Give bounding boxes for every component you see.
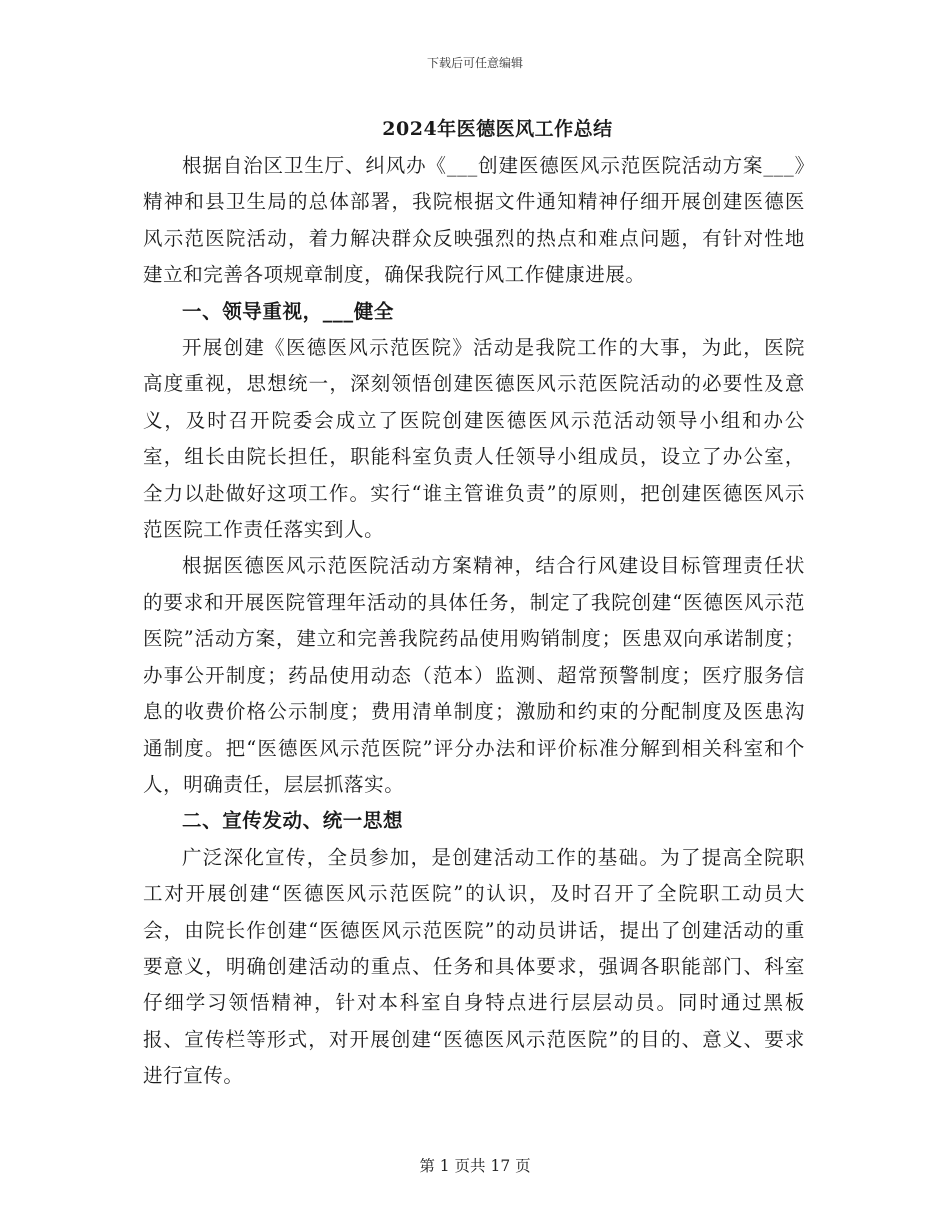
document-body	[143, 148, 805, 1095]
paragraph-publicity: 广泛深化宣传，全员参加，是创建活动工作的基础。为了提高全院职工对开展创建“医德医风示范医院”的认识，及时召开了全院职工动员大会，由院长作创建“医德医风示范医院”的动员讲话，提出了创建活动的重要意义，明确创建活动的重点、任务和具体要求，强调各职能部门、科室仔细学习领悟精神，针对本科室自身特点进行层层动员。同时通过黑板报、宣传栏等形式，对开展创建“医德医风示范医院”的目的、意义、要求进行宣传。	[143, 845, 805, 1088]
section-heading-1: 一、领导重视，___健全	[182, 299, 394, 323]
document-title: 2024年医德医风工作总结	[382, 118, 613, 140]
page-number: 第 1 页共 17 页	[419, 1157, 531, 1175]
header-note: 下载后可任意编辑	[426, 56, 523, 70]
paragraph-leadership: 开展创建《医德医风示范医院》活动是我院工作的大事，为此，医院高度重视，思想统一，深刻领悟创建医德医风示范医院活动的必要性及意义，及时召开院委会成立了医院创建医德医风示范活动领导小组和办公室，组长由院长担任，职能科室负责人任领导小组成员，设立了办公室，全力以赴做好这项工作。实行“谁主管谁负责”的原则，把创建医德医风示范医院工作责任落实到人。	[143, 336, 805, 542]
section-heading-2: 二、宣传发动、统一思想	[182, 809, 404, 833]
paragraph-rules: 根据医德医风示范医院活动方案精神，结合行风建设目标管理责任状的要求和开展医院管理年活动的具体任务，制定了我院创建“医德医风示范医院”活动方案，建立和完善我院药品使用购销制度；医患双向承诺制度；办事公开制度；药品使用动态（范本）监测、超常预警制度；医疗服务信息的收费价格公示制度；费用清单制度；激励和约束的分配制度及医患沟通制度。把“医德医风示范医院”评分办法和评价标准分解到相关科室和个人，明确责任，层层抓落实。	[143, 554, 805, 796]
paragraph-intro: 根据自治区卫生厅、纠风办《___创建医德医风示范医院活动方案___》精神和县卫生局的总体部署，我院根据文件通知精神仔细开展创建医德医风示范医院活动，着力解决群众反映强烈的热点和难点问题，有针对性地建立和完善各项规章制度，确保我院行风工作健康进展。	[143, 154, 805, 287]
